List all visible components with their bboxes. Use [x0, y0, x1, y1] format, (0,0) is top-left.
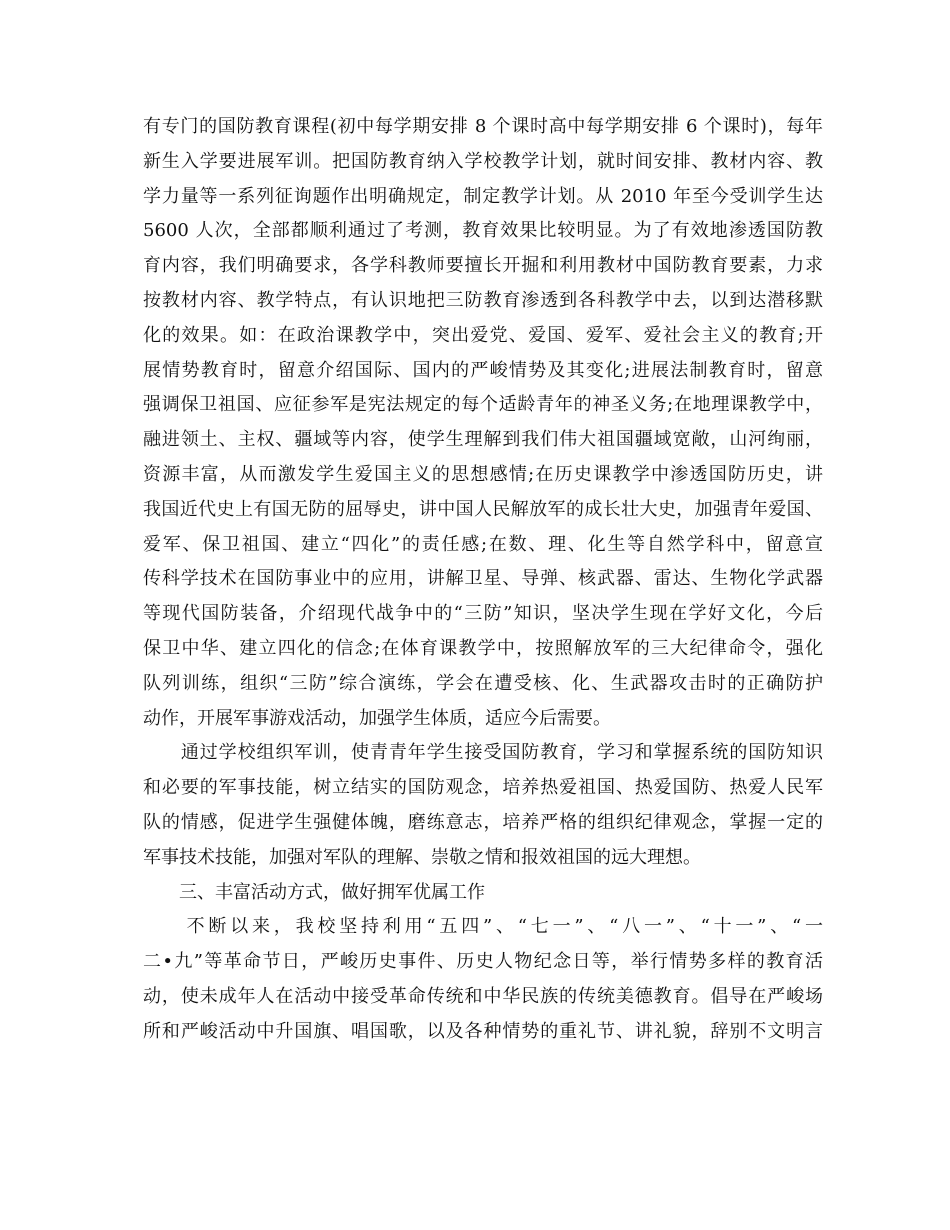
text-line: 传科学技术在国防事业中的应用，讲解卫星、导弹、核武器、雷达、生物化学武器	[143, 568, 823, 590]
text-line: 我国近代史上有国无防的屈辱史，讲中国人民解放军的成长壮大史，加强青年爱国、	[143, 498, 823, 520]
text-line: 展情势教育时，留意介绍国际、国内的严峻情势及其变化;进展法制教育时，留意	[143, 359, 823, 381]
text-line: 队列训练，组织“三防”综合演练，学会在遭受核、化、生武器攻击时的正确防护	[143, 672, 823, 694]
text-line: 保卫中华、建立四化的信念;在体育课教学中，按照解放军的三大纪律命令，强化	[143, 637, 823, 659]
body-text	[143, 110, 823, 1050]
text-line: 动，使未成年人在活动中接受革命传统和中华民族的传统美德教育。倡导在严峻场	[143, 985, 823, 1007]
text-line: 动作，开展军事游戏活动，加强学生体质，适应今后需要。	[143, 707, 611, 729]
text-line: 育内容，我们明确要求，各学科教师要擅长开掘和利用教材中国防教育要素，力求	[143, 255, 823, 277]
text-line: 等现代国防装备，介绍现代战争中的“三防”知识，坚决学生现在学好文化，今后	[143, 603, 823, 625]
text-line: 融进领土、主权、疆域等内容，使学生理解到我们伟大祖国疆域宽敞，山河绚丽，	[143, 429, 823, 451]
text-line: 和必要的军事技能，树立结实的国防观念，培养热爱祖国、热爱国防、热爱人民军	[143, 777, 823, 799]
text-line: 按教材内容、教学特点，有认识地把三防教育渗透到各科教学中去，以到达潜移默	[143, 289, 823, 311]
text-line: 二•九”等革命节日，严峻历史事件、历史人物纪念日等，举行情势多样的教育活	[143, 951, 823, 973]
text-line: 新生入学要进展军训。把国防教育纳入学校教学计划，就时间安排、教材内容、教	[143, 150, 823, 172]
text-line: 学力量等一系列征询题作出明确规定，制定教学计划。从 2010 年至今受训学生达	[143, 185, 823, 207]
text-line: 5600 人次，全部都顺利通过了考测，教育效果比较明显。为了有效地渗透国防教	[143, 220, 823, 242]
text-line: 所和严峻活动中升国旗、唱国歌，以及各种情势的重礼节、讲礼貌，辞别不文明言	[143, 1020, 823, 1042]
text-line: 通过学校组织军训，使青青年学生接受国防教育，学习和掌握系统的国防知识	[143, 742, 823, 764]
text-line: 强调保卫祖国、应征参军是宪法规定的每个适龄青年的神圣义务;在地理课教学中，	[143, 394, 823, 416]
text-line: 队的情感，促进学生强健体魄，磨练意志，培养严格的组织纪律观念，掌握一定的	[143, 811, 823, 833]
text-line: 爱军、保卫祖国、建立“四化”的责任感;在数、理、化生等自然学科中，留意宣	[143, 533, 823, 555]
text-line: 化的效果。如：在政治课教学中，突出爱党、爱国、爱军、爱社会主义的教育;开	[143, 324, 823, 346]
text-line: 有专门的国防教育课程(初中每学期安排 8 个课时高中每学期安排 6 个课时)，每年	[143, 116, 823, 137]
text-line: 资源丰富，从而激发学生爱国主义的思想感情;在历史课教学中渗透国防历史，讲	[143, 463, 823, 485]
text-line: 军事技术技能，加强对军队的理解、崇敬之情和报效祖国的远大理想。	[143, 846, 701, 868]
text-line: 不断以来，我校坚持利用“五四”、“七一”、“八一”、“十一”、“一	[143, 916, 823, 938]
section-heading: 三、丰富活动方式，做好拥军优属工作	[143, 881, 485, 903]
